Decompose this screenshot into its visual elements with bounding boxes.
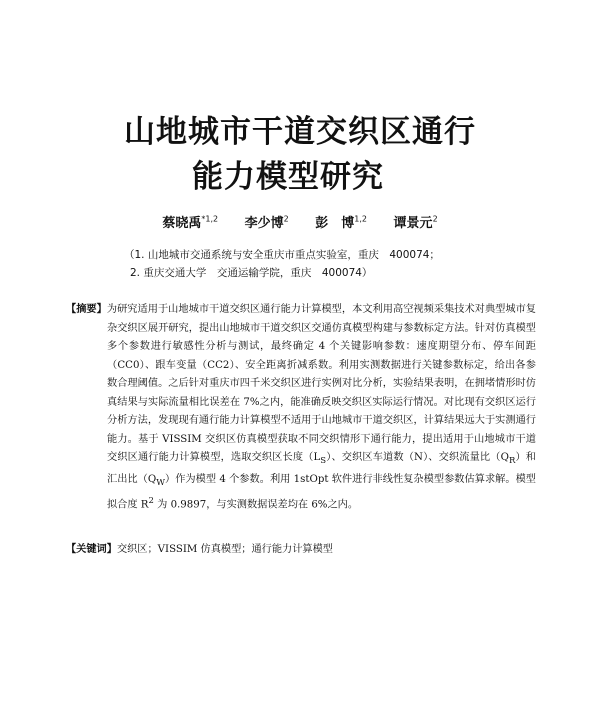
abstract-label: 【摘要】 [66, 303, 107, 315]
abstract-text-5: 为 0.9897，与实测数据误差均在 6%之内。 [153, 499, 359, 511]
author-name: 蔡晓禹 [162, 216, 202, 231]
abstract-subscript-qr: R [508, 456, 516, 467]
author-1 [162, 216, 218, 231]
abstract-subscript-ls: S [320, 456, 327, 467]
abstract-text: 为研究适用于山地城市干道交织区通行能力计算模型，本文利用高空视频采集技术对典型城市复杂交织区展开研究，提出山地城市干道交织区交通仿真模型构建与参数标定方法。针对仿真模型多个参数进行敏感性分析与测试，最终确定 4 个关键影响参数：速度期望分布、停车间距（CC0）、跟车变量（CC2）、安全距离折减系数。利用实测数据进行关键参数标定，给出各参数合理阈值。之后针对重庆市四千米交织区进行实例对比分析，实验结果表明，在拥堵情形时仿真结果与实际流量相比误差在 7%之内，能准确反映交织区实际运行情况。对比现有交织区运行分析方法，发现现有通行能力计算模型不适用于山地城市干道交织区，计算结果远大于实测通行能力。基于 VISSIM 交织区仿真模型获取不同交织情形下通行能力，提出适用于山地城市干道交织区通行能力计算模型，选取交织区长度（L [106, 304, 536, 463]
paper-title-line-2: 能力模型研究 [192, 159, 384, 195]
paper-title-line-1: 山地城市干道交织区通行 [124, 114, 476, 150]
affiliation-1: （1. 山地城市交通系统与安全重庆市重点实验室，重庆 400074； [124, 249, 440, 261]
abstract-superscript-r2: 2 [148, 496, 154, 507]
abstract-text-3: ）和汇出比（Q [107, 452, 536, 485]
keywords-label: 【关键词】 [66, 543, 117, 555]
keywords [66, 540, 536, 559]
affiliation-2: 2. 重庆交通大学 交通运输学院，重庆 400074） [130, 267, 373, 279]
author-name: 李少博 [244, 216, 284, 231]
author-name: 彭 博 [315, 216, 355, 231]
abstract-paragraph [66, 300, 536, 515]
abstract-subscript-qw: W [156, 477, 165, 488]
author-affiliation-mark: 2 [432, 214, 438, 224]
author-affiliation-mark: 1,2 [354, 214, 368, 224]
author-affiliation-mark: 2 [283, 214, 289, 224]
author-affiliation-mark: *1,2 [201, 214, 219, 224]
keywords-text: 交织区；VISSIM 仿真模型；通行能力计算模型 [116, 544, 333, 555]
author-name: 谭景元 [393, 216, 433, 231]
author-3 [315, 216, 367, 231]
author-4 [394, 216, 438, 231]
abstract-text-2: ）、交织区车道数（N）、交织流量比（Q [326, 452, 509, 463]
author-2 [245, 216, 289, 231]
author-list [0, 212, 600, 231]
abstract-text-4: ）作为模型 4 个参数。利用 1stOpt 软件进行非线性复杂模型参数估算求解。模型拟合度 R [107, 473, 536, 511]
abstract [66, 300, 536, 515]
